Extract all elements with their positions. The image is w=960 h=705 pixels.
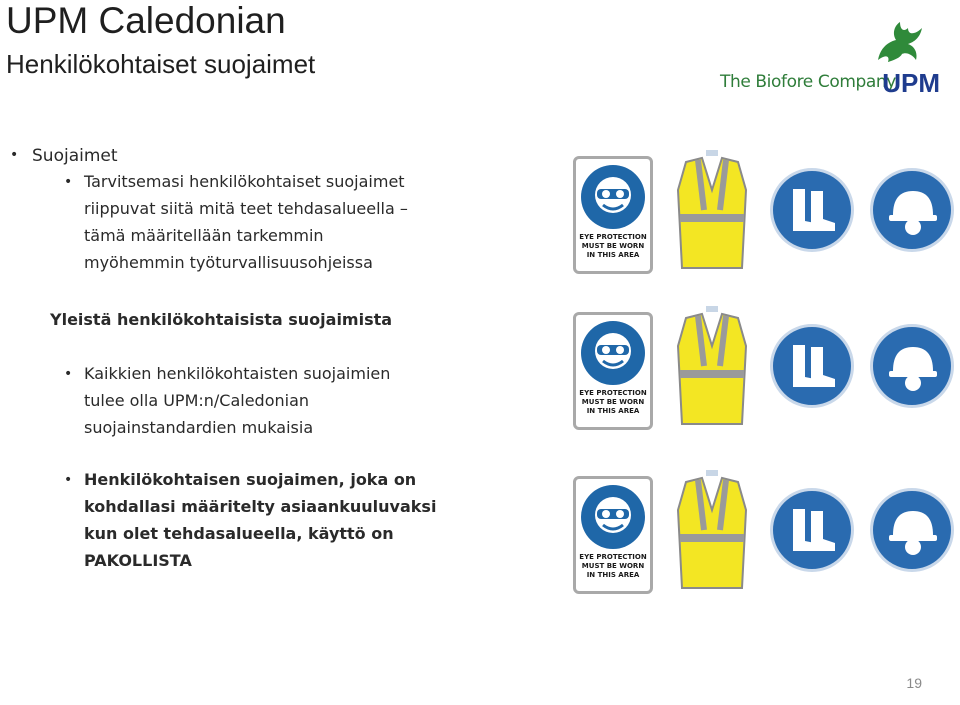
ppe-row (570, 470, 960, 600)
logo-tagline: The Biofore Company (720, 72, 896, 92)
level2-line: Tarvitsemasi henkilökohtaiset suojaimet (84, 172, 405, 191)
item2-line: PAKOLLISTA (84, 551, 192, 570)
sign-text-line: IN THIS AREA (586, 251, 640, 259)
item1-text (84, 360, 390, 441)
item1-line: suojainstandardien mukaisia (84, 418, 314, 437)
sign-text-line: EYE PROTECTION (579, 233, 647, 241)
ppe-row (570, 150, 960, 280)
page-number: 19 (906, 675, 922, 691)
griffin-icon (870, 20, 930, 64)
bullet-dot-l2: • (64, 174, 73, 190)
hard-hat-icon (870, 324, 954, 408)
bullet-dot-l1: • (10, 147, 19, 163)
eye-protection-sign-icon (573, 476, 653, 594)
item2-line: Henkilökohtaisen suojaimen, joka on (84, 470, 417, 489)
bullet-suojaimet: Suojaimet (32, 146, 118, 166)
level2-line: myöhemmin työturvallisuusohjeissa (84, 253, 373, 272)
hard-hat-icon (870, 168, 954, 252)
hard-hat-icon (870, 488, 954, 572)
page-title: UPM Caledonian (6, 0, 286, 41)
bullet-dot-item2: • (64, 472, 73, 488)
hi-vis-vest-icon (672, 150, 752, 275)
sign-text-line: MUST BE WORN (581, 398, 645, 406)
eye-protection-sign-icon (573, 156, 653, 274)
section-heading: Yleistä henkilökohtaisista suojaimista (50, 310, 393, 329)
upm-logo (710, 20, 940, 100)
safety-boots-icon (770, 324, 854, 408)
ppe-row (570, 306, 960, 436)
sign-text-line: MUST BE WORN (581, 562, 645, 570)
logo-brand: UPM (882, 68, 940, 98)
item2-line: kun olet tehdasalueella, käyttö on (84, 524, 394, 543)
sign-text-line: EYE PROTECTION (579, 553, 647, 561)
bullet-dot-item1: • (64, 366, 73, 382)
item2-line: kohdallasi määritelty asiaankuuluvaksi (84, 497, 437, 516)
sign-text-line: MUST BE WORN (581, 242, 645, 250)
sign-text-line: EYE PROTECTION (579, 389, 647, 397)
level2-line: riippuvat siitä mitä teet tehdasalueella – (84, 199, 408, 218)
safety-boots-icon (770, 488, 854, 572)
item1-line: tulee olla UPM:n/Caledonian (84, 391, 310, 410)
page-subtitle: Henkilökohtaiset suojaimet (6, 49, 316, 79)
hi-vis-vest-icon (672, 306, 752, 431)
safety-boots-icon (770, 168, 854, 252)
level2-line: tämä määritellään tarkemmin (84, 226, 324, 245)
item1-line: Kaikkien henkilökohtaisten suojaimien (84, 364, 391, 383)
hi-vis-vest-icon (672, 470, 752, 595)
item2-text (84, 466, 436, 574)
sign-text-line: IN THIS AREA (586, 407, 640, 415)
sign-text-line: IN THIS AREA (586, 571, 640, 579)
level2-text (84, 168, 408, 276)
eye-protection-sign-icon (573, 312, 653, 430)
